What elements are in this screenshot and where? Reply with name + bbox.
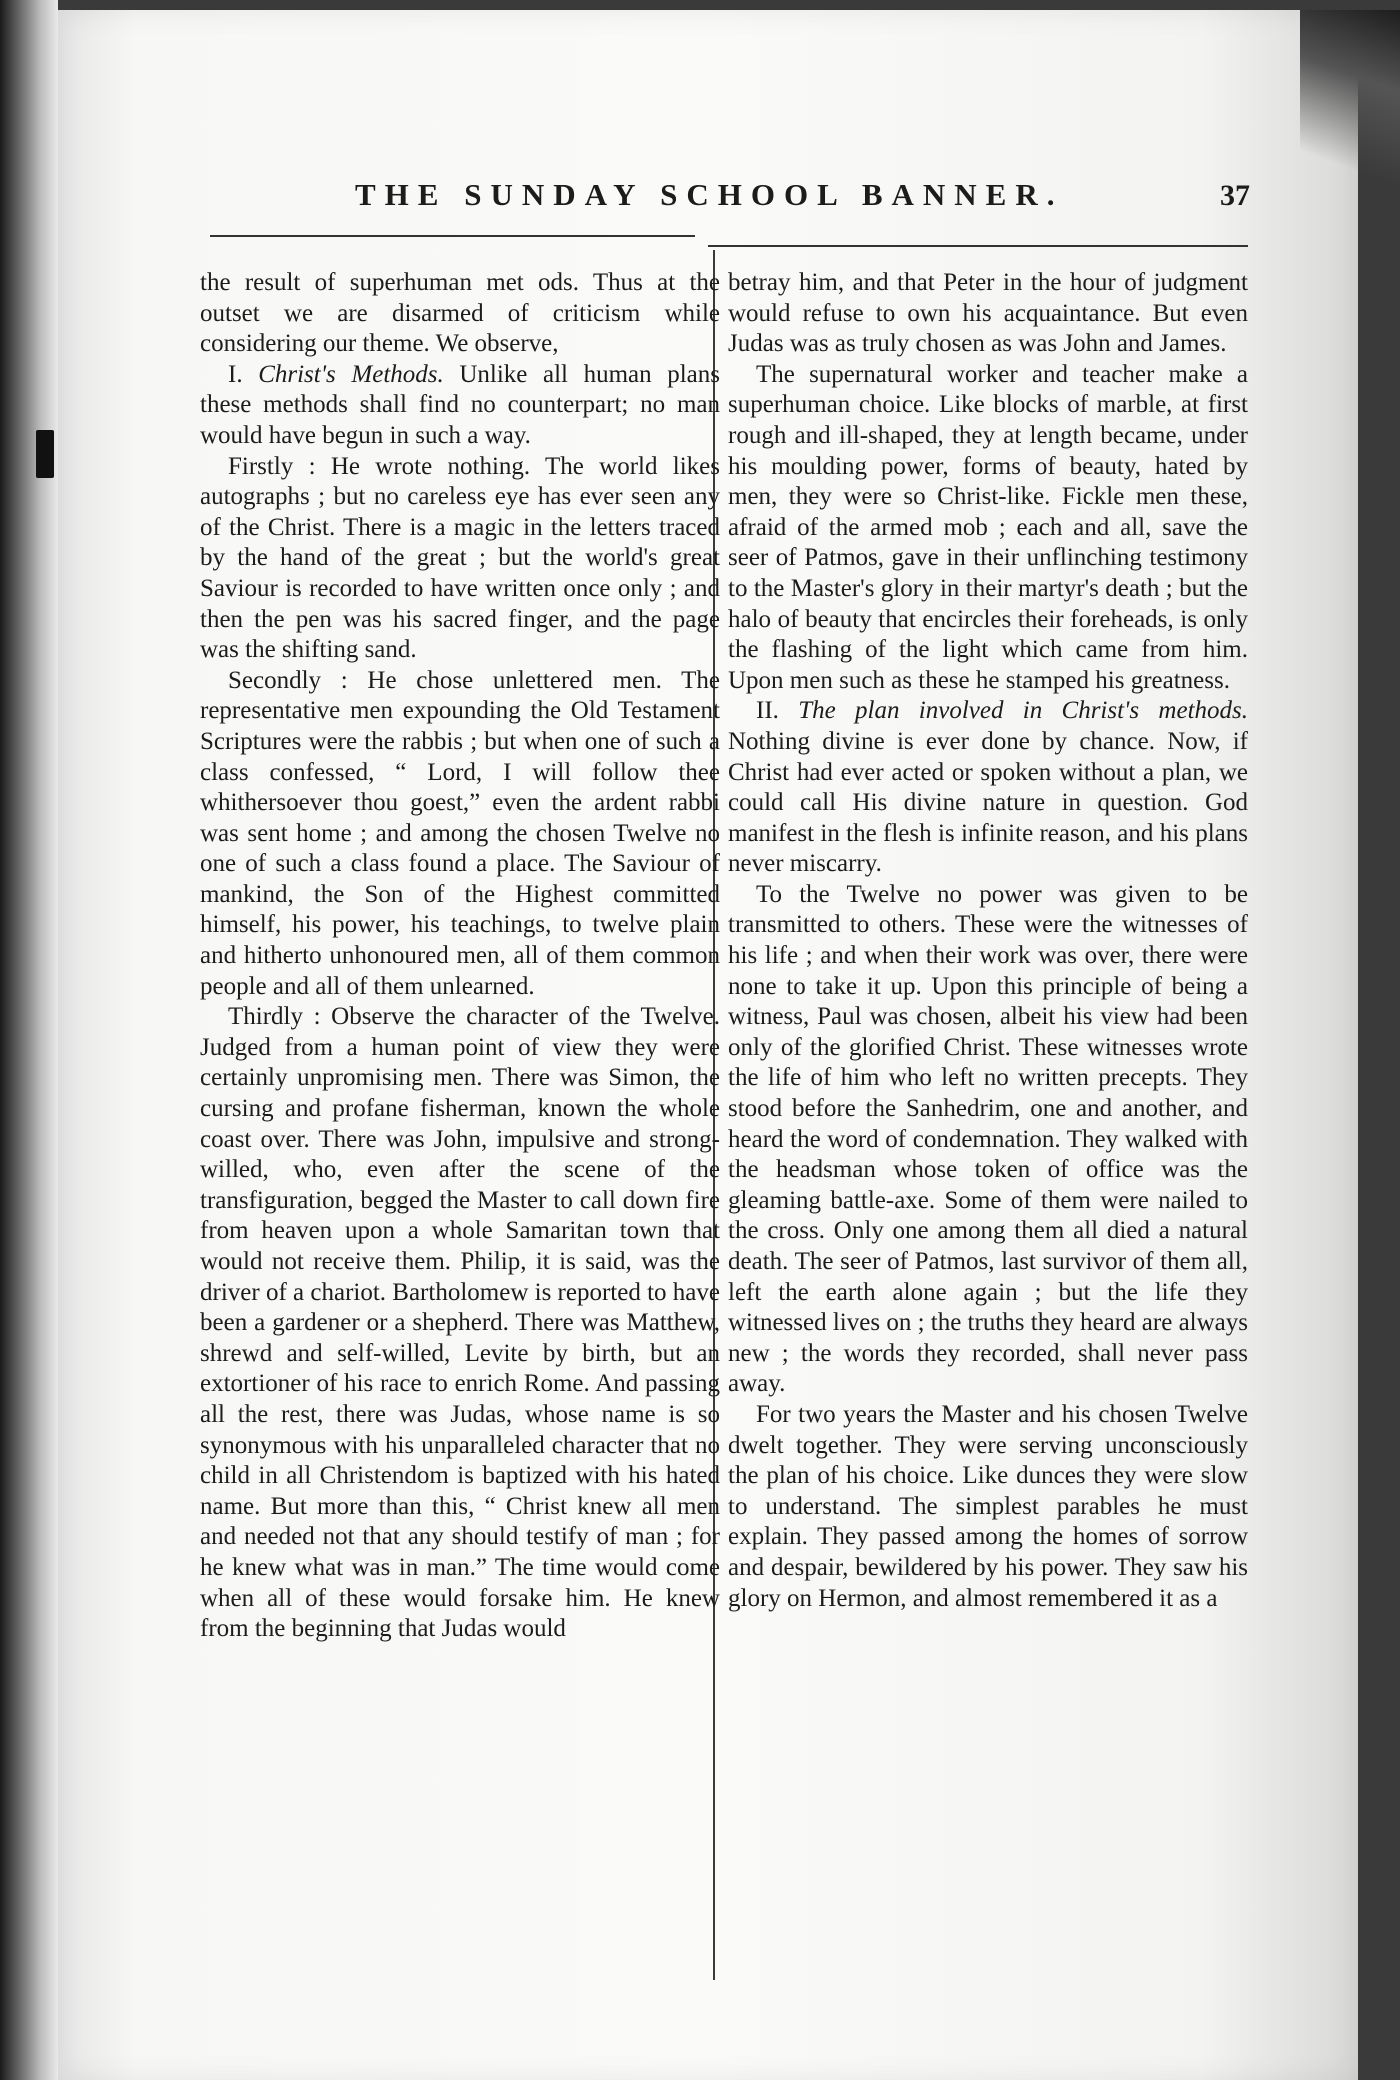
section-heading-paragraph <box>200 360 720 452</box>
left-column <box>200 268 720 1645</box>
torn-corner <box>1300 10 1400 210</box>
binding-mark <box>36 430 54 478</box>
header-rule-right <box>708 245 1248 247</box>
page-header <box>210 165 1250 225</box>
paragraph: The supernatural worker and teacher make a superhuman choice. Like blocks of marble, at first rough and ill-shaped, they at length became, under his moulding power, forms of beauty, hated by men, they were so Christ-like. Fickle men these, afraid of the armed mob ; each and all, save the seer of Patmos, gave in their unflinching testimony to the Master's glory in their martyr's death ; but the halo of beauty that encircles their foreheads, is only the flashing of the light which came from him. Upon men such as these he stamped his greatness. <box>728 360 1248 694</box>
section-numeral: I. <box>228 360 259 388</box>
header-rule-left <box>210 235 695 237</box>
paragraph: For two years the Master and his chosen Twelve dwelt together. They were serving unconsciously the plan of his choice. Like dunces they were slow to understand. The simplest parables he must explain. They passed among the homes of sorrow and despair, bewildered by his power. They saw his glory on Hermon, and almost remembered it as a <box>728 1400 1248 1612</box>
paragraph: betray him, and that Peter in the hour of judgment would refuse to own his acquaintance. But even Judas was as truly chosen as was John and James. <box>728 269 1248 358</box>
page-number: 37 <box>1220 179 1250 212</box>
paragraph: Thirdly : Observe the character of the Twelve. Judged from a human point of view they were certainly unpromising men. There was Simon, the cursing and profane fisherman, known the whole coast over. There was John, impulsive and strong-willed, who, even after the scene of the transfiguration, begged the Master to call down fire from heaven upon a whole Samaritan town that would not receive them. Philip, it is said, was the driver of a chariot. Bartholomew is reported to have been a gardener or a shepherd. There was Matthew, shrewd and self-willed, Levite by birth, but an extortioner of his race to enrich Rome. And passing all the rest, there was Judas, whose name is so synonymous with his unparalleled character that no child in all Christendom is baptized with his hated name. But more than this, “ Christ knew all men and needed not that any should testify of man ; for he knew what was in man.” The time would come when all of these would forsake him. He knew from the beginning that Judas would <box>200 1003 720 1643</box>
paragraph: To the Twelve no power was given to be transmitted to others. These were the witnesses of his life ; and when their work was over, there were none to take it up. Upon this principle of being a witness, Paul was chosen, albeit his view had been only of the glorified Christ. These witnesses wrote the life of him who left no written precepts. They stood before the Sanhedrim, one and another, and heard the word of condemnation. They walked with the headsman whose token of office was the gleaming battle-axe. Some of them were nailed to the cross. Only one among them all died a natural death. The seer of Patmos, last survivor of them all, left the earth alone again ; but the life they witnessed lives on ; the truths they heard are always new ; the words they recorded, shall never pass away. <box>728 880 1248 1398</box>
paragraph: Secondly : He chose unlettered men. The representative men expounding the Old Testament Scriptures were the rabbis ; but when one of such a class confessed, “ Lord, I will follow thee whithersoever thou goest,” even the ardent rabbi was sent home ; and among the chosen Twelve no one of such a class found a place. The Saviour of mankind, the Son of the Highest committed himself, his power, his teachings, to twelve plain and hitherto unhonoured men, all of them common people and all of them unlearned. <box>200 666 720 1000</box>
section-title: Christ's Methods. <box>258 360 444 388</box>
right-column <box>728 268 1248 1614</box>
section-title: The plan involved in Christ's methods. <box>798 697 1249 725</box>
section-text: Unlike all human plans these methods shall find no counterpart; no man would have begun in such a way. <box>200 360 721 449</box>
paragraph: the result of superhuman met ods. Thus at the outset we are disarmed of criticism while considering our theme. We observe, <box>200 269 720 358</box>
section-numeral: II. <box>756 697 799 725</box>
section-heading-paragraph <box>728 696 1248 880</box>
page-gutter-shadow <box>0 0 58 2080</box>
running-title: THE SUNDAY SCHOOL BANNER. <box>355 177 1064 212</box>
section-text: Nothing divine is ever done by chance. Now, if Christ had ever acted or spoken without a plan, we could call His divine nature in question. God manifest in the flesh is infinite reason, and his plans never miscarry. <box>728 727 1248 878</box>
paragraph: Firstly : He wrote nothing. The world likes autographs ; but no careless eye has ever seen any of the Christ. There is a magic in the letters traced by the hand of the great ; but the world's great Saviour is recorded to have written once only ; and then the pen was his sacred finger, and the page was the shifting sand. <box>200 452 720 664</box>
